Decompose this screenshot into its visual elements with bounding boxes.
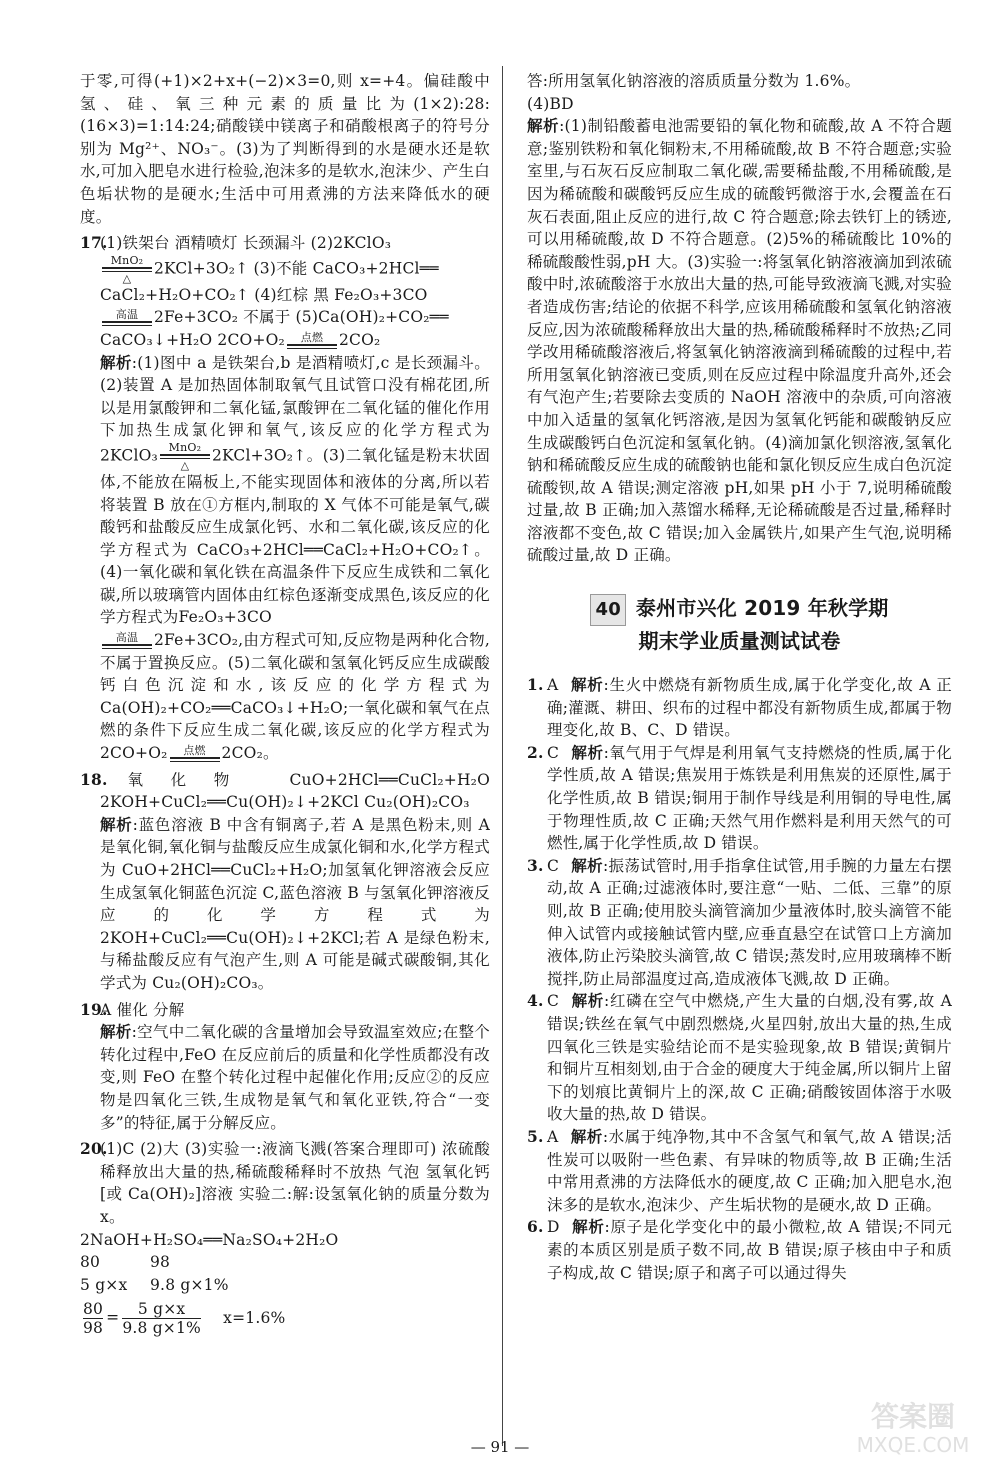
left-column bbox=[80, 70, 490, 1337]
section-number: 40 bbox=[590, 594, 625, 626]
question-19 bbox=[80, 999, 490, 1135]
answer-line: A 催化 分解 bbox=[100, 1000, 185, 1019]
question-20 bbox=[80, 1138, 490, 1228]
analysis-label: 解析 bbox=[570, 675, 604, 695]
question-number: 3. bbox=[527, 855, 544, 875]
fraction: $\frac{5 g\times x}{9.8 g\times 1\%}$ bbox=[122, 1300, 201, 1338]
answer-line: CaCl₂+H₂O+CO₂↑ (4)红棕 黑 Fe₂O₃+3CO bbox=[100, 285, 428, 304]
ratio-equation: $\frac{80}{98}$ = $\frac{5 g\times x}{9.8 g\times 1\%}$ x=1.6% bbox=[83, 1300, 286, 1338]
answer-item bbox=[527, 1216, 952, 1284]
column-divider bbox=[502, 66, 503, 1446]
analysis-text: :原子是化学变化中的最小微粒,故 A 错误;不同元素的本质区别是质子数不同,故 B 错误;原子核由中子和质子构成,故 C 错误;原子和离子可以通过得失 bbox=[547, 1218, 952, 1282]
analysis-label: 解析 bbox=[527, 116, 560, 136]
analysis-text: :蓝色溶液 B 中含有铜离子,若 A 是黑色粉末,则 A 是氧化铜,氧化铜与盐酸反应生成氯化铜和水,化学方程式为 CuO+2HCl══CuCl₂+H₂O;加氢氧化钾溶液会反应生成氢氧化铜蓝色沉淀 C,蓝色溶液 B 与氢氧化钾溶液反应的化学方程式为 2KOH+CuCl₂══Cu(OH)₂↓+2KCl;若 A 是绿色粉末,与稀盐酸反应有气泡产生,则 A 可能是碱式碳酸铜,其化学式为 Cu₂(OH)₂CO₃。 bbox=[100, 815, 490, 992]
analysis-text: :(1)图中 a 是铁架台,b 是酒精喷灯,c 是长颈漏斗。(2)装置 A 是加热固体制取氧气且试管口没有棉花团,所以是用氯酸钾和二氧化锰,氯酸钾在二氧化锰的催化作用下加热生成氯化钾和氧气,该反应的化学方程式为 2KClO₃ bbox=[100, 353, 490, 465]
answer-item bbox=[527, 742, 952, 855]
paragraph-continuation: 于零,可得(+1)×2+x+(−2)×3=0,则 x=+4。偏硅酸中氢、硅、氧三种元素的质量比为(1×2):28:(16×3)=1:14:24;硝酸镁中镁离子和硝酸根离子的符号分别为 Mg²⁺、NO₃⁻。(3)为了判断得到的水是硬水还是软水,可加入肥皂水进行检验,泡沫多的是软水,泡沫少、产生白色垢状物的是硬水;生活中可用煮沸的方法来降低水的硬度。 bbox=[80, 72, 490, 226]
section-subtitle: 期末学业质量测试试卷 bbox=[638, 629, 841, 654]
question-number: 1. bbox=[527, 675, 544, 695]
answer-item bbox=[527, 990, 952, 1126]
fraction: $\frac{80}{98}$ bbox=[83, 1300, 104, 1338]
question-18 bbox=[80, 769, 490, 995]
analysis-label: 解析 bbox=[100, 814, 133, 834]
equation: 2NaOH+H₂SO₄══Na₂SO₄+2H₂O bbox=[80, 1230, 339, 1249]
reaction-condition: 高温 bbox=[102, 309, 152, 327]
page-number: — 91 — bbox=[470, 1438, 530, 1456]
question-number: 19. bbox=[80, 999, 108, 1019]
answer-list bbox=[527, 674, 952, 1284]
analysis-text: 2Fe+3CO₂,由方程式可知,反应物是两种化合物,不属于置换反应。(5)二氧化碳和氢氧化钙反应生成碳酸钙白色沉淀和水,该反应的化学方程式为Ca(OH)₂+CO₂══CaCO₃↓+H₂O;一氧化碳和氧气在点燃的条件下反应生成二氧化碳,该反应的化学方程式为 2CO+O₂ bbox=[100, 631, 490, 763]
reaction-condition: 点燃 bbox=[287, 332, 337, 350]
answer-item bbox=[527, 674, 952, 742]
analysis-text: :水属于纯净物,其中不含氢气和氧气,故 A 错误;活性炭可以吸附一些色素、有异味的物质等,故 B 正确;生活中常用煮沸的方法降低水的硬度,故 C 正确;加入肥皂水,泡沫多的是软水,泡沫少、产生垢状物的是硬水,故 D 正确。 bbox=[547, 1127, 952, 1214]
svg-text:答案圈: 答案圈 bbox=[870, 1400, 956, 1433]
analysis-label: 解析 bbox=[100, 352, 132, 372]
section-heading bbox=[527, 593, 952, 656]
right-column bbox=[527, 70, 952, 1284]
analysis-label: 解析 bbox=[571, 742, 604, 762]
section-title: 泰州市兴化 2019 年秋学期 bbox=[635, 596, 889, 621]
question-number: 18. bbox=[80, 769, 108, 789]
analysis-text: :空气中二氧化碳的含量增加会导致温室效应;在整个转化过程中,FeO 在反应前后的质量和化学性质都没有改变,则 FeO 在整个转化过程中起催化作用;反应②的反应物是四氧化三铁,生成物是氧气和氧化亚铁,符合“一变多”的特征,属于分解反应。 bbox=[100, 1023, 490, 1132]
answer-line: 氧化物 CuO+2HCl══CuCl₂+H₂O 2KOH+CuCl₂══Cu(OH)₂↓+2KCl Cu₂(OH)₂CO₃ bbox=[100, 770, 490, 812]
analysis-text: :氧气用于气焊是利用氧气支持燃烧的性质,属于化学性质,故 A 错误;焦炭用于炼铁是利用焦炭的还原性,属于化学性质,故 B 错误;铜用于制作导线是利用铜的导电性,属于物理性质,故 C 正确;天然气用作燃料是利用天然气的可燃性,属于化学性质,故 D 错误。 bbox=[547, 743, 952, 853]
analysis-text: :(1)制铅酸蓄电池需要铅的氧化物和硫酸,故 A 不符合题意;鉴别铁粉和氧化铜粉末,不用稀硫酸,故 B 不符合题意;实验室里,与石灰石反应制取二氧化碳,需要稀盐酸,不用稀硫酸,是因为稀硫酸和碳酸钙反应生成的硫酸钙微溶于水,会覆盖在石灰石表面,阻止反应的进行,故 C 符合题意;除去铁钉上的锈迹,可以用稀硫酸,故 D 不符合题意。(2)5%的稀硫酸比 10%的稀硫酸酸性弱,pH 大。(3)实验一:将氢氧化钠溶液滴加到浓硫酸中时,浓硫酸溶于水放出大量的热,可能导致液滴飞溅,对实验者造成伤害;结论的依据不科学,应该用稀硫酸和氢氧化钠溶液反应,因为浓硫酸稀释放出大量的热,稀硫酸稀释时不放热;乙同学改用稀硫酸溶液后,将氢氧化钠溶液滴到稀硫酸的过程中,若所用氢氧化钠溶液已变质,则在反应过程中除温度升高外,还会有气泡产生;若要除去变质的 NaOH 溶液中的杂质,可向溶液中加入适量的氢氧化钙溶液,是因为氢氧化钙能和碳酸钠反应生成碳酸钙白色沉淀和氢氧化钠。(4)滴加氯化钡溶液,氢氧化钠和稀硫酸反应生成的硫酸钠也能和氯化钡反应生成白色沉淀硫酸钡,故 A 错误;测定溶液 pH,如果 pH 小于 7,说明稀硫酸过量,故 B 正确;加入蒸馏水稀释,无论稀硫酸是否过量,稀释时溶液都不变色,故 C 错误;加入金属铁片,如果产生气泡,说明稀硫酸过量,故 D 正确。 bbox=[527, 117, 952, 565]
answer-conclusion: 答:所用氢氧化钠溶液的溶质质量分数为 1.6%。 bbox=[527, 72, 861, 90]
answer-item bbox=[527, 1126, 952, 1216]
answer-line: (1)铁架台 酒精喷灯 长颈漏斗 (2)2KClO₃ bbox=[100, 234, 392, 253]
analysis-text: :红磷在空气中燃烧,产生大量的白烟,没有雾,故 A 错误;铁丝在氧气中剧烈燃烧,火星四射,放出大量的热,生成四氧化三铁是实验结论而不是实验现象,故 B 错误;黄铜片和铜片互相刻划,由于合金的硬度大于纯金属,所以铜片上留下的划痕比黄铜片上的深,故 C 正确;硝酸铵固体溶于水吸收大量的热,故 D 错误。 bbox=[547, 992, 952, 1124]
answer-choice: C bbox=[547, 856, 560, 875]
answer-choice: A bbox=[547, 1127, 559, 1146]
answer-choice: C bbox=[547, 743, 560, 762]
answer-line: (4)BD bbox=[527, 94, 574, 113]
analysis-label: 解析 bbox=[571, 991, 605, 1011]
question-17 bbox=[80, 232, 490, 764]
reaction-condition: MnO₂ △ bbox=[102, 255, 152, 284]
question-number: 6. bbox=[527, 1217, 544, 1237]
question-number: 20. bbox=[80, 1139, 108, 1159]
equation-row: 5 g×x 9.8 g×1% bbox=[80, 1275, 229, 1294]
question-number: 2. bbox=[527, 742, 544, 762]
analysis-text: 2CO₂。 bbox=[221, 744, 279, 763]
answer-line: 2Fe+3CO₂ 不属于 (5)Ca(OH)₂+CO₂══ bbox=[154, 308, 449, 327]
svg-text:MXQE.COM: MXQE.COM bbox=[856, 1433, 970, 1457]
analysis-label: 解析 bbox=[570, 1126, 603, 1146]
question-number: 5. bbox=[527, 1126, 544, 1146]
reaction-condition: 高温 bbox=[102, 632, 152, 650]
equation-row: 80 98 bbox=[80, 1253, 171, 1272]
answer-line: CaCO₃↓+H₂O 2CO+O₂ bbox=[100, 330, 285, 349]
answer-choice: A bbox=[547, 676, 559, 695]
analysis-text: :生火中燃烧有新物质生成,属于化学变化,故 A 正确;灌溉、耕田、织布的过程中都没有新物质生成,都属于物理变化,故 B、C、D 错误。 bbox=[547, 676, 952, 740]
answer-choice: D bbox=[547, 1218, 560, 1237]
analysis-label: 解析 bbox=[571, 1217, 605, 1237]
reaction-condition: MnO₂ △ bbox=[160, 442, 210, 471]
analysis-label: 解析 bbox=[100, 1022, 132, 1042]
answer-line: (1)C (2)大 (3)实验一:液滴飞溅(答案合理即可) 浓硫酸稀释放出大量的热,稀硫酸稀释时不放热 气泡 氢氧化钙[或 Ca(OH)₂]溶液 实验二:解:设氢氧化钠的质量分数为 x。 bbox=[100, 1140, 490, 1226]
result: x=1.6% bbox=[223, 1308, 286, 1327]
analysis-label: 解析 bbox=[571, 855, 603, 875]
answer-line: 2CO₂ bbox=[338, 330, 381, 349]
calculation-block bbox=[80, 1229, 490, 1338]
question-number: 4. bbox=[527, 991, 544, 1011]
question-number: 17. bbox=[80, 233, 108, 253]
answer-item bbox=[527, 855, 952, 991]
answer-line: 2KCl+3O₂↑ (3)不能 CaCO₃+2HCl══ bbox=[154, 259, 439, 278]
analysis-text: 2KCl+3O₂↑。(3)二氧化锰是粉末状固体,不能放在隔板上,不能实现固体和液体的分离,所以若将装置 B 放在①方框内,制取的 X 气体不可能是氧气,碳酸钙和盐酸反应生成氯化钙、水和二氧化碳,该反应的化学方程式为 CaCO₃+2HCl══CaCl₂+H₂O+CO₂↑。(4)一氧化碳和氧化铁在高温条件下反应生成铁和二氧化碳,所以玻璃管内固体由红棕色逐渐变成黑色,该反应的化学方程式为Fe₂O₃+3CO bbox=[100, 446, 490, 627]
reaction-condition: 点燃 bbox=[170, 745, 220, 763]
answer-choice: C bbox=[547, 992, 560, 1011]
analysis-text: :振荡试管时,用手指拿住试管,用手腕的力量左右摆动,故 A 正确;过滤液体时,要注意“一贴、二低、三靠”的原则,故 B 正确;使用胶头滴管滴加少量液体时,胶头滴管不能伸入试管内或接触试管内壁,应垂直悬空在试管口上方滴加液体,防止污染胶头滴管,故 C 错误;蒸发时,应用玻璃棒不断搅拌,防止局部温度过高,造成液体飞溅,故 D 正确。 bbox=[547, 856, 952, 988]
